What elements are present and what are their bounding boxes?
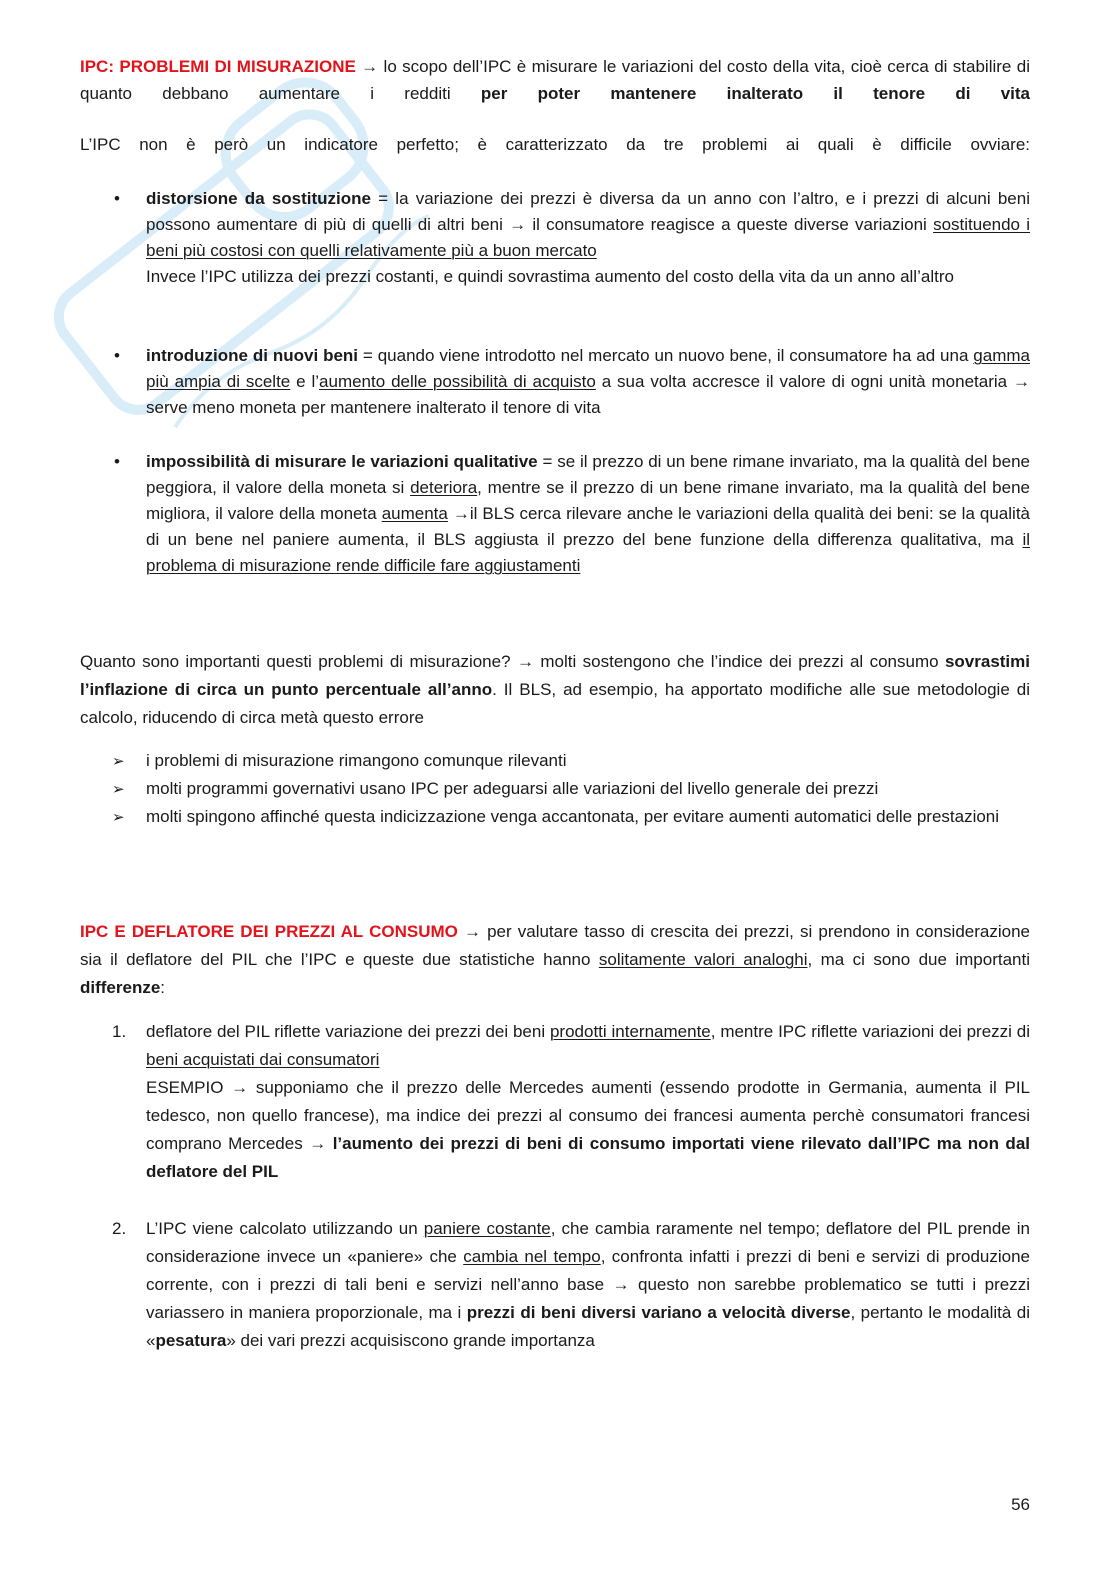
section-heading: IPC E DEFLATORE DEI PREZZI AL CONSUMO	[80, 922, 458, 941]
importance-paragraph	[80, 648, 1030, 732]
text-run: → lo scopo dell’IPC è misurare le variazioni del costo della vita, cioè cerca di stabilire di quanto debbano aumentare i redditi	[80, 57, 1030, 103]
section-heading: IPC: PROBLEMI DI MISURAZIONE	[80, 57, 356, 76]
number-marker: 1.	[112, 1022, 127, 1041]
bold-text: pesatura	[155, 1331, 227, 1350]
bullet-marker: •	[114, 346, 120, 365]
problems-intro-paragraph	[80, 131, 1030, 159]
bold-text: introduzione di nuovi beni	[146, 346, 359, 365]
arrow-list-item	[80, 803, 1030, 831]
bullet-text	[146, 186, 1030, 290]
underlined-text: deteriora	[410, 478, 478, 497]
bullet-text	[146, 449, 1030, 579]
underlined-text: prodotti internamente	[549, 1022, 711, 1041]
text-run: = se il prezzo di un bene rimane invariato, ma la qualità del bene peggiora, il valore della moneta si	[146, 452, 1031, 497]
bullet-marker: •	[114, 452, 120, 471]
intro-paragraph	[80, 53, 1030, 107]
bullet-text	[146, 343, 1030, 421]
bullet-item	[80, 449, 1030, 579]
text-run: → per valutare tasso di crescita dei prezzi, si prendono in considerazione sia il deflatore del PIL che l’IPC e queste due statistiche hanno	[80, 922, 1030, 969]
text-run: L’IPC viene calcolato utilizzando un	[146, 1219, 424, 1238]
text-run: e l’	[290, 372, 320, 391]
bold-text: distorsione da sostituzione	[146, 189, 371, 208]
text-run: deflatore del PIL riflette variazione dei prezzi dei beni	[146, 1022, 550, 1041]
text-run: , ma ci sono due importanti	[807, 950, 1031, 969]
text-run: , pertanto le modalità di «	[146, 1303, 1030, 1350]
bold-text: sovrastimi l’inflazione di circa un punto percentuale all’anno	[80, 652, 1030, 699]
text-run: ESEMPIO → supponiamo che il prezzo delle Mercedes aumenti (essendo prodotte in Germania, aumenta il PIL tedesco, non quello francese), ma indice dei prezzi al consumo dei francesi aumenta perchè consumatori francesi comprano Mercedes →	[146, 1078, 1030, 1153]
bold-text: prezzi di beni diversi variano a velocità diverse	[466, 1303, 851, 1322]
number-marker: 2.	[112, 1219, 127, 1238]
text-run: a sua volta accresce il valore di ogni unità monetaria → serve meno moneta per mantenere inalterato il tenore di vita	[146, 372, 1030, 417]
text-run: , mentre se il prezzo di un bene rimane invariato, ma la qualità del bene migliora, il valore della moneta	[146, 478, 1030, 523]
arrow-list-item	[80, 775, 1030, 803]
text-run: , mentre IPC riflette variazioni dei prezzi di	[710, 1022, 1030, 1041]
underlined-text: gamma più ampia di scelte	[146, 346, 1030, 391]
arrow-bullet-icon: ➢	[112, 780, 125, 798]
text-run: Quanto sono importanti questi problemi di misurazione? → molti sostengono che l’indice dei prezzi al consumo	[80, 652, 945, 671]
numbered-text	[146, 1215, 1030, 1355]
bold-text: differenze	[80, 978, 161, 997]
text-run: L’IPC non è però un indicatore perfetto; è caratterizzato da tre problemi ai quali è difficile ovviare:	[80, 135, 1030, 154]
text-run: » dei vari prezzi acquisiscono grande importanza	[226, 1331, 595, 1350]
page-number: 56	[1011, 1495, 1030, 1514]
underlined-text: il problema di misurazione rende difficile fare aggiustamenti	[146, 530, 1030, 575]
bullet-item	[80, 186, 1030, 290]
arrow-bullet-icon: ➢	[112, 752, 125, 770]
bullet-marker: •	[114, 189, 120, 208]
underlined-text: solitamente valori analoghi	[598, 950, 808, 969]
bullet-item	[80, 343, 1030, 421]
arrow-list-text: i problemi di misurazione rimangono comunque rilevanti	[146, 751, 567, 770]
underlined-text: aumento delle possibilità di acquisto	[319, 372, 596, 391]
arrow-list	[80, 747, 1030, 831]
underlined-text: beni acquistati dai consumatori	[146, 1050, 380, 1069]
underlined-text: paniere costante	[423, 1219, 551, 1238]
bold-text: impossibilità di misurare le variazioni qualitative	[146, 452, 538, 471]
numbered-item	[80, 1018, 1030, 1186]
underlined-text: aumenta	[381, 504, 448, 523]
text-run: = quando viene introdotto nel mercato un nuovo bene, il consumatore ha ad una	[358, 346, 974, 365]
numbered-item	[80, 1215, 1030, 1355]
bold-text: per poter mantenere inalterato il tenore di vita	[480, 84, 1030, 103]
text-run: = la variazione dei prezzi è diversa da un anno con l’altro, e i prezzi di alcuni beni possono aumentare di più di quelli di altri beni → il consumatore reagisce a queste diverse variazioni	[146, 189, 1030, 234]
text-run: , che cambia raramente nel tempo; deflatore del PIL prende in considerazione invece un «paniere» che	[146, 1219, 1030, 1266]
arrow-bullet-icon: ➢	[112, 808, 125, 826]
text-run: :	[160, 978, 166, 997]
text-run: . Il BLS, ad esempio, ha apportato modifiche alle sue metodologie di calcolo, riducendo di circa metà questo errore	[80, 680, 1030, 727]
underlined-text: sostituendo i beni più costosi con quelli relativamente più a buon mercato	[146, 215, 1031, 260]
bold-text: l’aumento dei prezzi di beni di consumo importati viene rilevato dall’IPC ma non dal deflatore del PIL	[146, 1134, 1030, 1181]
underlined-text: cambia nel tempo	[463, 1247, 601, 1266]
text-run: , confronta infatti i prezzi di beni e servizi di produzione corrente, con i prezzi di tali beni e servizi nell’anno base → questo non sarebbe problematico se tutti i prezzi variassero in maniera proporzionale, ma i	[146, 1247, 1031, 1322]
deflator-intro-paragraph	[80, 918, 1030, 1002]
text-run: Invece l’IPC utilizza dei prezzi costanti, e quindi sovrastima aumento del costo della vita da un anno all’altro	[146, 267, 954, 286]
text-run: →il BLS cerca rilevare anche le variazioni della qualità dei beni: se la qualità di un bene nel paniere aumenta, il BLS aggiusta il prezzo del bene funzione della differenza qualitativa, ma	[146, 504, 1030, 549]
arrow-list-text: molti programmi governativi usano IPC per adeguarsi alle variazioni del livello generale dei prezzi	[146, 779, 879, 798]
arrow-list-text: molti spingono affinché questa indicizzazione venga accantonata, per evitare aumenti automatici delle prestazioni	[146, 807, 1000, 826]
numbered-text	[146, 1018, 1030, 1186]
arrow-list-item	[80, 747, 1030, 775]
